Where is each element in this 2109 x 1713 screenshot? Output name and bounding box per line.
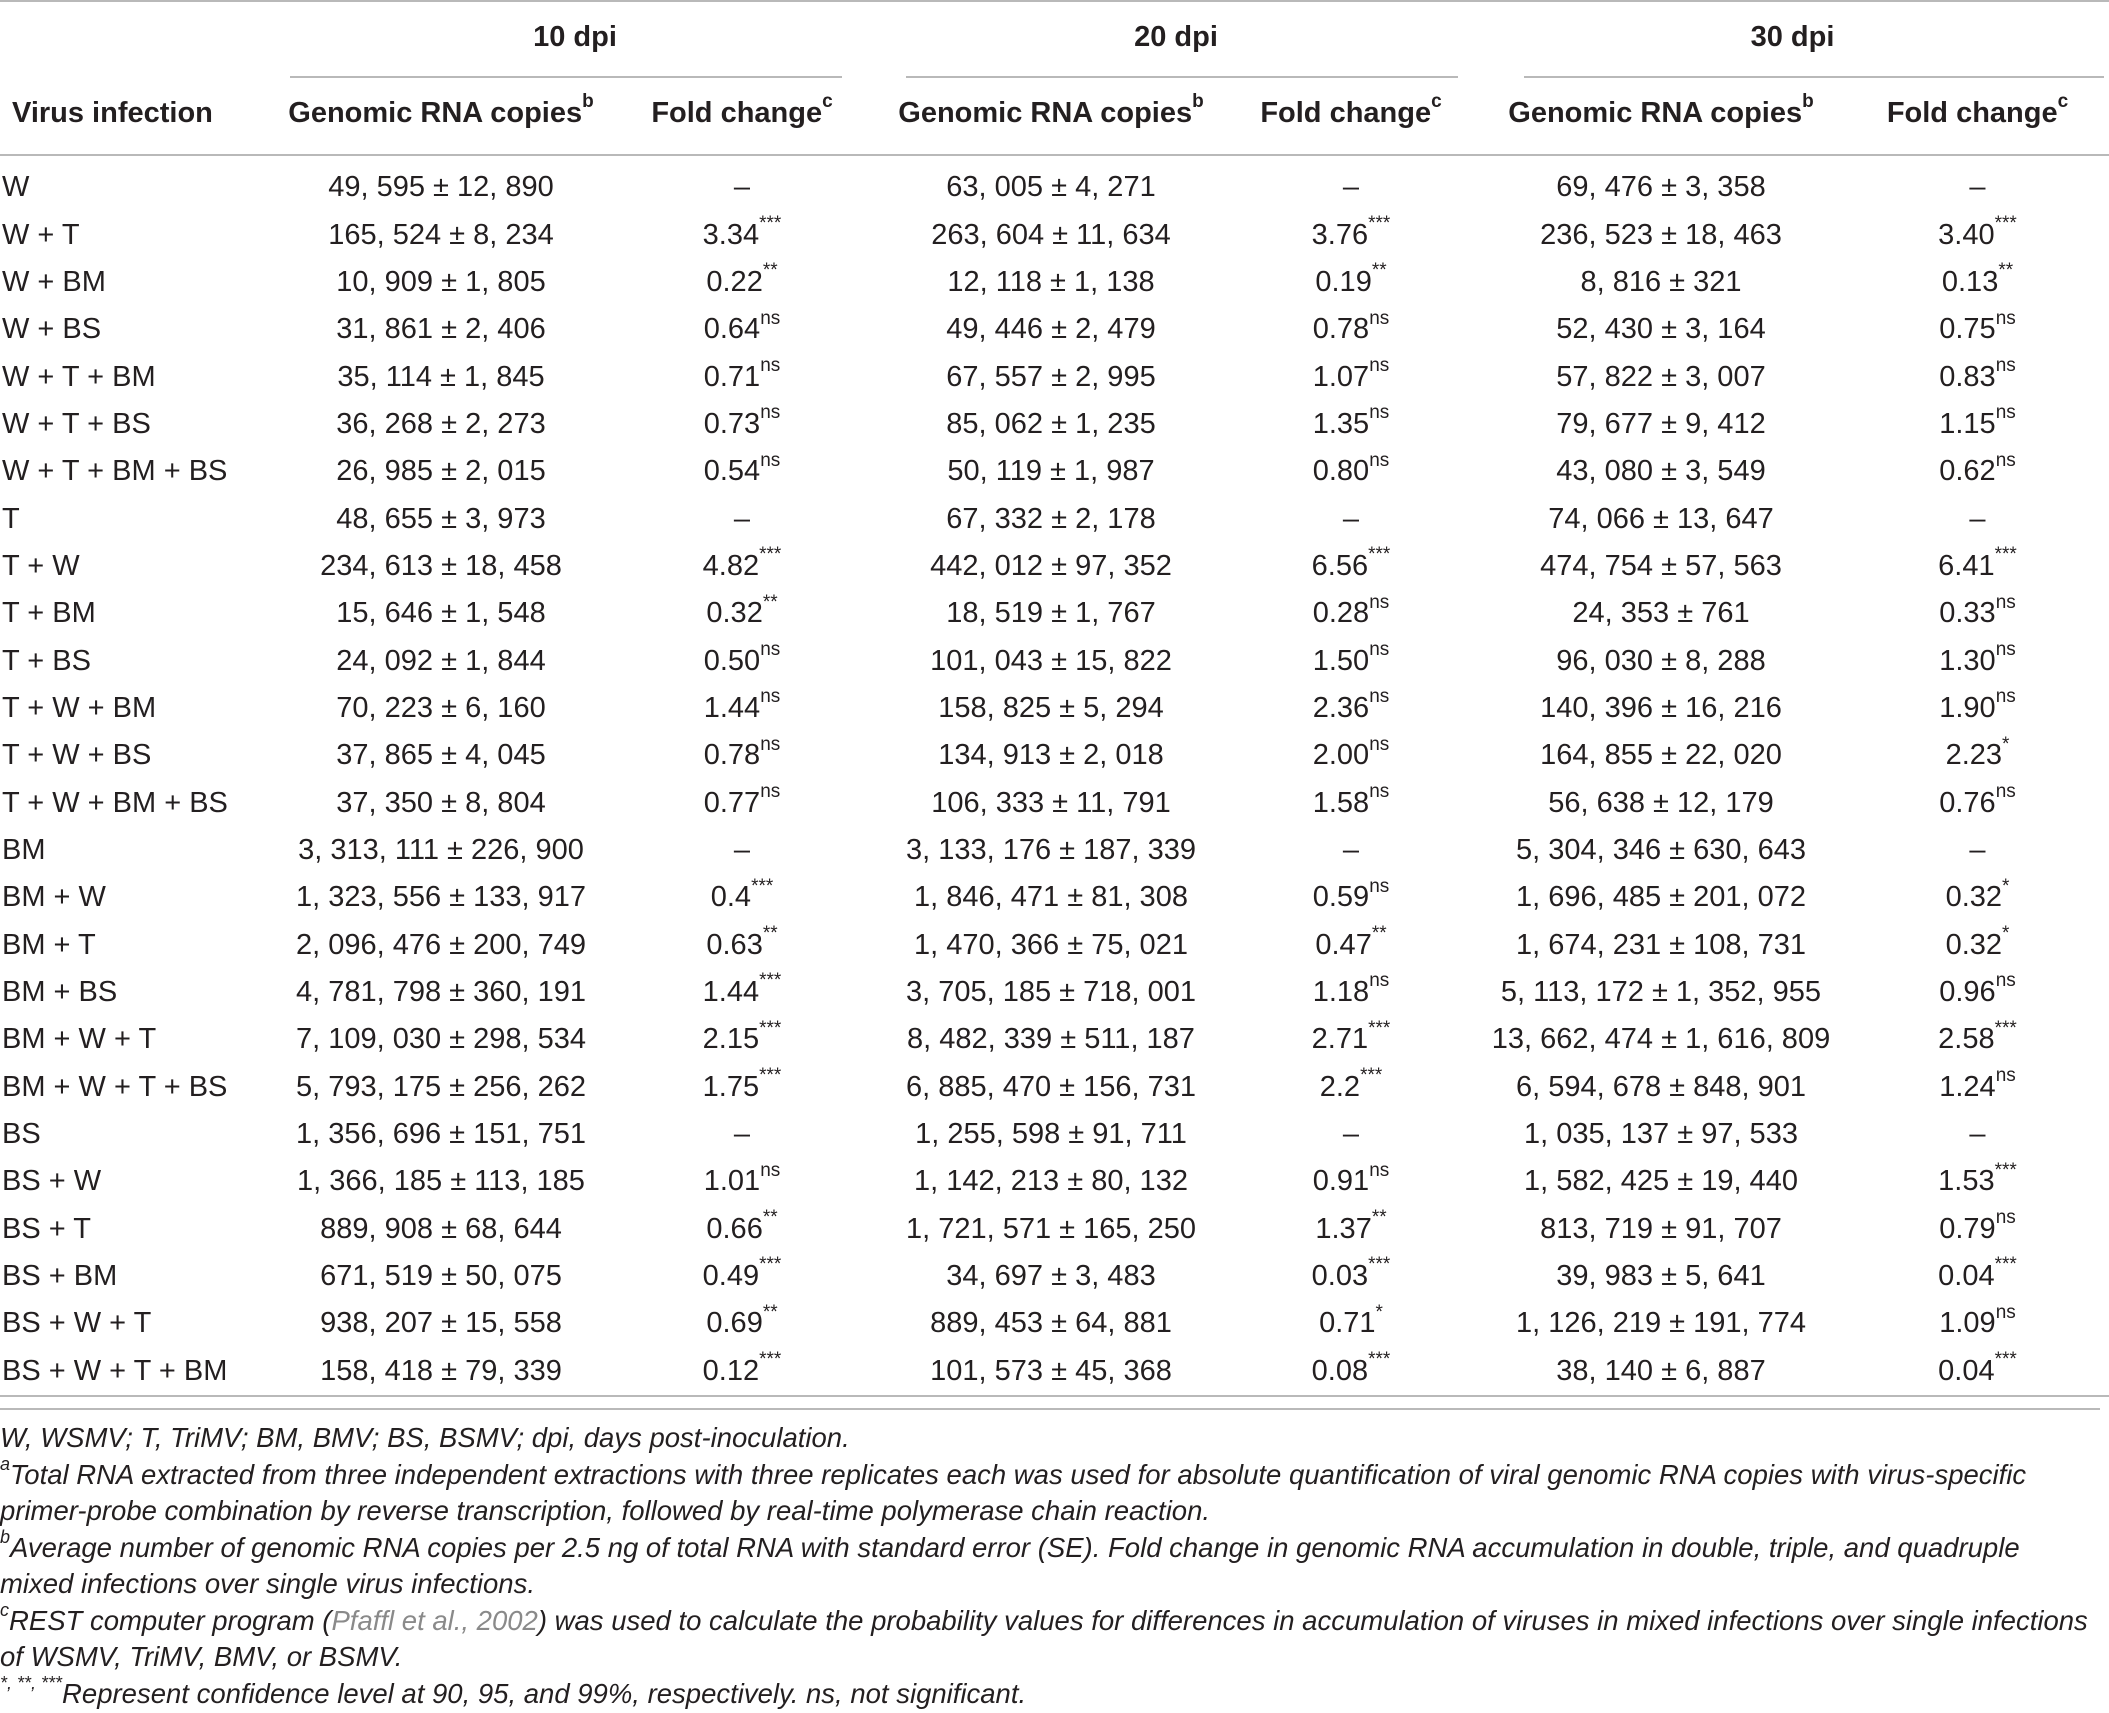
virus-infection-cell: T + BS xyxy=(2,644,91,677)
virus-infection-cell: W + T + BM xyxy=(2,360,156,393)
virus-infection-cell: W + T + BS xyxy=(2,407,151,440)
table-row xyxy=(0,779,2109,826)
significance-mark: *** xyxy=(759,212,782,234)
fold-change-10dpi: 0.32** xyxy=(706,591,778,630)
genomic-copies-20dpi: 134, 913 ± 2, 018 xyxy=(938,739,1164,772)
fold-change-10dpi: 0.4*** xyxy=(710,875,774,914)
significance-mark: ns xyxy=(1369,307,1390,329)
significance-mark: ns xyxy=(1995,449,2016,471)
table-row xyxy=(0,155,2109,211)
virus-infection-cell: T + BM xyxy=(2,597,96,630)
significance-mark: ns xyxy=(1995,1065,2016,1087)
fold-change-10dpi: $0.64^{ns}$ xyxy=(703,307,781,346)
significance-mark: ns xyxy=(1369,591,1390,613)
virus-infection-cell: BM xyxy=(2,833,46,866)
fold-change-10dpi: $0.73^{ns}$ xyxy=(703,402,781,440)
genomic-copies-10dpi: 70, 223 ± 6, 160 xyxy=(336,691,546,724)
fold-change-20dpi: 0.08*** xyxy=(1311,1349,1391,1387)
fold-change-10dpi: 0.63** xyxy=(706,923,778,961)
fold-change-20dpi: 0.19** xyxy=(1315,260,1387,298)
table-body xyxy=(0,155,2109,1396)
table-row xyxy=(0,732,2109,779)
fold-change-20dpi: 6.56*** xyxy=(1311,544,1391,582)
genomic-copies-30dpi: 164, 855 ± 22, 020 xyxy=(1540,739,1782,772)
group-header-10dpi: 10 dpi xyxy=(533,20,617,53)
group-header-row xyxy=(0,1,2109,72)
genomic-copies-10dpi: 37, 865 ± 4, 045 xyxy=(336,739,546,772)
fold-change-20dpi: 1.37** xyxy=(1315,1207,1387,1245)
table-row xyxy=(0,1111,2109,1158)
genomic-copies-20dpi: 67, 557 ± 2, 995 xyxy=(946,360,1156,393)
genomic-copies-10dpi: 49, 595 ± 12, 890 xyxy=(328,171,554,204)
significance-mark: ** xyxy=(1371,923,1387,945)
genomic-copies-20dpi: 1, 721, 571 ± 165, 250 xyxy=(905,1212,1197,1245)
fold-change-20dpi: 0.47** xyxy=(1315,923,1387,961)
genomic-copies-20dpi: 158, 825 ± 5, 294 xyxy=(938,691,1164,724)
table-row xyxy=(0,353,2109,400)
genomic-copies-30dpi: 24, 353 ± 761 xyxy=(1572,597,1750,630)
genomic-copies-30dpi: 1, 582, 425 ± 19, 440 xyxy=(1524,1165,1798,1198)
genomic-copies-20dpi: 3, 705, 185 ± 718, 001 xyxy=(905,976,1197,1009)
table-row xyxy=(0,874,2109,921)
fold-change-20dpi: – xyxy=(1342,1118,1360,1151)
genomic-copies-20dpi: 63, 005 ± 4, 271 xyxy=(946,171,1156,204)
virus-infection-cell: T + W + BM + BS xyxy=(2,786,228,819)
genomic-copies-20dpi: 106, 333 ± 11, 791 xyxy=(931,786,1171,819)
table-footnotes xyxy=(0,1408,2100,1713)
fold-change-20dpi: $0.28^{ns}$ xyxy=(1312,591,1390,630)
significance-mark: ns xyxy=(1369,686,1390,708)
fold-change-10dpi: 0.69** xyxy=(706,1301,778,1340)
virus-infection-cell: T + W xyxy=(2,549,80,582)
significance-mark: *** xyxy=(1368,1254,1391,1276)
significance-mark: ns xyxy=(1995,591,2016,613)
fold-change-20dpi: $2.36^{ns}$ xyxy=(1312,686,1390,724)
table-row xyxy=(0,1348,2109,1396)
genomic-copies-10dpi: 36, 268 ± 2, 273 xyxy=(336,407,546,440)
virus-infection-cell: BM + T xyxy=(2,928,96,961)
genomic-copies-20dpi: 50, 119 ± 1, 987 xyxy=(947,455,1155,488)
genomic-copies-30dpi: 57, 822 ± 3, 007 xyxy=(1556,360,1766,393)
significance-mark: ns xyxy=(760,733,781,755)
genomic-copies-20dpi: 263, 604 ± 11, 634 xyxy=(931,218,1171,251)
genomic-copies-10dpi: 7, 109, 030 ± 298, 534 xyxy=(295,1023,587,1056)
fold-change-10dpi: $1.44^{ns}$ xyxy=(703,686,781,724)
genomic-copies-30dpi: 8, 816 ± 321 xyxy=(1580,265,1742,298)
fold-change-10dpi: – xyxy=(733,1118,751,1151)
significance-mark: *** xyxy=(1994,544,2017,566)
virus-infection-cell: T + W + BM xyxy=(2,691,157,724)
significance-mark: ns xyxy=(760,449,781,471)
significance-mark: ns xyxy=(760,686,781,708)
genomic-copies-10dpi: 158, 418 ± 79, 339 xyxy=(320,1354,562,1387)
fold-change-30dpi: 3.40*** xyxy=(1938,212,2017,251)
fold-change-10dpi: 0.22** xyxy=(706,260,778,298)
virus-infection-cell: BS + W + T + BM xyxy=(2,1354,228,1387)
virus-infection-cell: T xyxy=(2,502,20,535)
group-rule-10dpi xyxy=(290,76,842,78)
header-genomic-20: Genomic RNA copies$^b$ xyxy=(898,90,1204,129)
table-row xyxy=(0,211,2109,258)
genomic-copies-10dpi: 234, 613 ± 18, 458 xyxy=(320,549,562,582)
significance-mark: * xyxy=(2002,733,2010,755)
genomic-copies-30dpi: 13, 662, 474 ± 1, 616, 809 xyxy=(1491,1023,1831,1056)
significance-mark: *** xyxy=(759,544,782,566)
genomic-copies-10dpi: 24, 092 ± 1, 844 xyxy=(336,644,546,677)
virus-infection-cell: W + BM xyxy=(2,265,106,298)
genomic-copies-30dpi: 6, 594, 678 ± 848, 901 xyxy=(1515,1070,1807,1103)
fold-change-20dpi: $1.58^{ns}$ xyxy=(1312,780,1390,819)
footnote-c: $^c$REST computer program (Pfaffl et al., 2002) was used to calculate the probability values for differences in accumulation of viruses in mixed infections over single infections of WSMV, TriMV, BMV, or BSMV. xyxy=(0,1599,2088,1672)
genomic-copies-20dpi: 1, 255, 598 ± 91, 711 xyxy=(915,1118,1187,1151)
significance-mark: ns xyxy=(760,354,781,376)
fold-change-20dpi: – xyxy=(1342,502,1360,535)
table-row xyxy=(0,1016,2109,1063)
significance-mark: ns xyxy=(1369,733,1390,755)
genomic-copies-20dpi: 67, 332 ± 2, 178 xyxy=(946,502,1156,535)
virus-infection-cell: BM + W + T xyxy=(2,1023,157,1056)
significance-mark: ** xyxy=(762,260,778,282)
significance-mark: *** xyxy=(759,1017,782,1039)
fold-change-30dpi: 2.23* xyxy=(1945,733,2010,772)
fold-change-30dpi: – xyxy=(1969,1118,1986,1151)
genomic-copies-10dpi: 2, 096, 476 ± 200, 749 xyxy=(295,928,587,961)
table-row xyxy=(0,543,2109,590)
fold-change-20dpi: $0.78^{ns}$ xyxy=(1312,307,1390,346)
fold-change-10dpi: 4.82*** xyxy=(702,544,782,582)
genomic-copies-30dpi: 1, 035, 137 ± 97, 533 xyxy=(1524,1118,1798,1151)
genomic-copies-10dpi: 1, 323, 556 ± 133, 917 xyxy=(295,881,587,914)
genomic-copies-10dpi: 4, 781, 798 ± 360, 191 xyxy=(295,976,587,1009)
fold-change-20dpi: 0.71* xyxy=(1319,1301,1383,1340)
table-row xyxy=(0,827,2109,874)
genomic-copies-10dpi: 889, 908 ± 68, 644 xyxy=(320,1212,562,1245)
significance-mark: *** xyxy=(759,1349,782,1371)
fold-change-30dpi: 1.53*** xyxy=(1938,1159,2017,1198)
significance-mark: ns xyxy=(760,402,781,424)
significance-mark: *** xyxy=(1368,544,1391,566)
significance-mark: ns xyxy=(1369,970,1390,992)
genomic-copies-20dpi: 34, 697 ± 3, 483 xyxy=(946,1260,1156,1293)
fold-change-30dpi: $0.75^{ns}$ xyxy=(1939,307,2016,346)
genomic-copies-30dpi: 5, 113, 172 ± 1, 352, 955 xyxy=(1500,976,1822,1009)
genomic-copies-30dpi: 236, 523 ± 18, 463 xyxy=(1540,218,1782,251)
significance-mark: ns xyxy=(1995,780,2016,802)
significance-mark: ns xyxy=(1995,1207,2016,1229)
fold-change-30dpi: $1.09^{ns}$ xyxy=(1939,1301,2016,1340)
fold-change-10dpi: 2.15*** xyxy=(702,1017,782,1056)
fold-change-10dpi: 0.49*** xyxy=(702,1254,782,1293)
genomic-copies-10dpi: 35, 114 ± 1, 845 xyxy=(337,360,545,393)
significance-mark: ns xyxy=(1369,354,1390,376)
genomic-copies-30dpi: 79, 677 ± 9, 412 xyxy=(1556,407,1766,440)
significance-mark: ** xyxy=(762,923,778,945)
genomic-copies-10dpi: 938, 207 ± 15, 558 xyxy=(320,1307,562,1340)
fold-change-30dpi: $0.33^{ns}$ xyxy=(1939,591,2016,630)
genomic-copies-20dpi: 85, 062 ± 1, 235 xyxy=(946,407,1156,440)
genomic-copies-30dpi: 1, 696, 485 ± 201, 072 xyxy=(1515,881,1807,914)
significance-mark: ** xyxy=(1371,1207,1387,1229)
significance-mark: * xyxy=(1375,1301,1383,1323)
significance-mark: *** xyxy=(759,1065,782,1087)
significance-mark: *** xyxy=(1368,1349,1391,1371)
fold-change-30dpi: $1.90^{ns}$ xyxy=(1939,686,2016,724)
fold-change-30dpi: – xyxy=(1969,502,1986,535)
fold-change-10dpi: 0.12*** xyxy=(702,1349,782,1387)
virus-infection-cell: BM + W + T + BS xyxy=(2,1070,228,1103)
significance-mark: ns xyxy=(1369,638,1390,660)
table-row xyxy=(0,637,2109,684)
significance-mark: ** xyxy=(1371,260,1387,282)
significance-mark: *** xyxy=(1368,212,1391,234)
fold-change-30dpi: 0.32* xyxy=(1945,923,2010,961)
table-row xyxy=(0,401,2109,448)
genomic-copies-10dpi: 1, 356, 696 ± 151, 751 xyxy=(295,1118,587,1151)
fold-change-10dpi: $1.01^{ns}$ xyxy=(703,1159,781,1198)
significance-mark: ns xyxy=(1995,970,2016,992)
genomic-copies-30dpi: 38, 140 ± 6, 887 xyxy=(1556,1354,1766,1387)
significance-mark: *** xyxy=(759,970,782,992)
virus-infection-cell: BS + W + T xyxy=(2,1307,152,1340)
fold-change-30dpi: $0.79^{ns}$ xyxy=(1939,1207,2016,1245)
fold-change-20dpi: – xyxy=(1342,833,1360,866)
fold-change-30dpi: 0.32* xyxy=(1945,875,2010,914)
genomic-copies-20dpi: 12, 118 ± 1, 138 xyxy=(947,265,1155,298)
virus-infection-cell: BM + W xyxy=(2,881,106,914)
fold-change-20dpi: $1.07^{ns}$ xyxy=(1312,354,1390,393)
fold-change-20dpi: 2.2*** xyxy=(1319,1065,1383,1103)
genomic-copies-30dpi: 1, 126, 219 ± 191, 774 xyxy=(1515,1307,1807,1340)
fold-change-20dpi: $0.59^{ns}$ xyxy=(1312,875,1390,914)
fold-change-30dpi: 0.13** xyxy=(1941,260,2014,298)
fold-change-20dpi: $1.50^{ns}$ xyxy=(1312,638,1390,677)
fold-change-10dpi: $0.71^{ns}$ xyxy=(703,354,781,393)
significance-mark: ** xyxy=(762,1207,778,1229)
citation-link[interactable]: Pfaffl et al., 2002 xyxy=(331,1605,538,1636)
fold-change-30dpi: $0.62^{ns}$ xyxy=(1939,449,2016,488)
fold-change-30dpi: – xyxy=(1969,833,1986,866)
footnote-significance: *, **, ***Represent confidence level at 90, 95, and 99%, respectively. ns, not significant. xyxy=(0,1672,1027,1709)
fold-change-30dpi: 2.58*** xyxy=(1938,1017,2017,1056)
genomic-copies-10dpi: 671, 519 ± 50, 075 xyxy=(320,1260,562,1293)
column-header-row xyxy=(0,72,2109,155)
genomic-copies-10dpi: 48, 655 ± 3, 973 xyxy=(336,502,546,535)
virus-infection-cell: BM + BS xyxy=(2,976,118,1009)
fold-change-10dpi: – xyxy=(733,833,751,866)
table-row xyxy=(0,1253,2109,1300)
fold-change-30dpi: $0.83^{ns}$ xyxy=(1939,354,2016,393)
genomic-copies-20dpi: 18, 519 ± 1, 767 xyxy=(946,597,1156,630)
table-row xyxy=(0,685,2109,732)
fold-change-10dpi: $0.78^{ns}$ xyxy=(703,733,781,772)
significance-mark: *** xyxy=(751,875,774,897)
fold-change-20dpi: $1.35^{ns}$ xyxy=(1312,402,1390,440)
significance-mark: ns xyxy=(760,1159,781,1181)
significance-mark: ns xyxy=(760,780,781,802)
genomic-copies-10dpi: 165, 524 ± 8, 234 xyxy=(328,218,554,251)
significance-mark: ns xyxy=(760,307,781,329)
fold-change-30dpi: $1.15^{ns}$ xyxy=(1939,402,2016,440)
fold-change-10dpi: 1.75*** xyxy=(702,1065,782,1103)
fold-change-10dpi: $0.77^{ns}$ xyxy=(703,780,781,819)
table-row xyxy=(0,448,2109,495)
significance-mark: ** xyxy=(762,1301,778,1323)
genomic-copies-20dpi: 1, 470, 366 ± 75, 021 xyxy=(914,928,1188,961)
significance-mark: *** xyxy=(1994,1159,2017,1181)
group-rule-30dpi xyxy=(1524,76,2104,78)
genomic-copies-20dpi: 6, 885, 470 ± 156, 731 xyxy=(905,1070,1197,1103)
genomic-copies-20dpi: 442, 012 ± 97, 352 xyxy=(930,549,1172,582)
header-genomic-10: Genomic RNA copies$^b$ xyxy=(288,90,594,129)
genomic-copies-30dpi: 5, 304, 346 ± 630, 643 xyxy=(1515,833,1807,866)
fold-change-10dpi: 1.44*** xyxy=(702,970,782,1009)
virus-infection-cell: W + BS xyxy=(2,313,102,346)
genomic-copies-10dpi: 1, 366, 185 ± 113, 185 xyxy=(297,1165,585,1198)
footnote-b: $^b$Average number of genomic RNA copies per 2.5 ng of total RNA with standard error (SE). Fold change in genomic RNA accumulation in double, triple, and quadruple mixed infections over single virus infections. xyxy=(0,1526,2020,1599)
significance-mark: ns xyxy=(1995,638,2016,660)
fold-change-30dpi: 0.04*** xyxy=(1938,1254,2017,1293)
genomic-copies-20dpi: 101, 043 ± 15, 822 xyxy=(930,644,1172,677)
virus-infection-cell: T + W + BS xyxy=(2,739,152,772)
significance-mark: ns xyxy=(1995,354,2016,376)
group-header-30dpi: 30 dpi xyxy=(1750,20,1835,53)
significance-mark: ns xyxy=(1995,402,2016,424)
genomic-copies-10dpi: 15, 646 ± 1, 548 xyxy=(336,597,546,630)
significance-mark: ns xyxy=(1995,1301,2016,1323)
genomic-copies-30dpi: 74, 066 ± 13, 647 xyxy=(1548,502,1774,535)
significance-mark: ns xyxy=(1369,402,1390,424)
table-row xyxy=(0,969,2109,1016)
significance-mark: *** xyxy=(1360,1065,1383,1087)
significance-mark: *** xyxy=(1368,1017,1391,1039)
significance-mark: ns xyxy=(1369,875,1390,897)
genomic-copies-20dpi: 3, 133, 176 ± 187, 339 xyxy=(905,833,1197,866)
fold-change-30dpi: $1.30^{ns}$ xyxy=(1939,638,2016,677)
header-fold-10: Fold change$^c$ xyxy=(651,90,833,129)
genomic-copies-20dpi: 1, 846, 471 ± 81, 308 xyxy=(914,881,1188,914)
fold-change-20dpi: $2.00^{ns}$ xyxy=(1312,733,1390,772)
fold-change-10dpi: 3.34*** xyxy=(702,212,782,251)
genomic-copies-20dpi: 49, 446 ± 2, 479 xyxy=(946,313,1156,346)
group-header-20dpi: 20 dpi xyxy=(1134,20,1218,53)
fold-change-10dpi: – xyxy=(733,502,751,535)
genomic-copies-30dpi: 140, 396 ± 16, 216 xyxy=(1540,691,1782,724)
header-fold-20: Fold change$^c$ xyxy=(1260,90,1442,129)
genomic-copies-30dpi: 43, 080 ± 3, 549 xyxy=(1556,455,1766,488)
genomic-copies-20dpi: 889, 453 ± 64, 881 xyxy=(930,1307,1172,1340)
header-fold-30: Fold change$^c$ xyxy=(1886,90,2069,129)
virus-infection-cell: BS xyxy=(2,1118,41,1151)
footnote-a: $^a$Total RNA extracted from three independent extractions with three replicates each was used for absolute quantification of viral genomic RNA copies with virus-specific primer-probe combination by reverse transcription, followed by real-time polymerase chain reaction. xyxy=(0,1453,2027,1526)
fold-change-20dpi: $0.80^{ns}$ xyxy=(1312,449,1390,488)
significance-mark: *** xyxy=(1994,212,2017,234)
table-row xyxy=(0,1300,2109,1347)
genomic-copies-30dpi: 39, 983 ± 5, 641 xyxy=(1556,1260,1766,1293)
significance-mark: *** xyxy=(1994,1349,2017,1371)
table-row xyxy=(0,922,2109,969)
genomic-copies-30dpi: 69, 476 ± 3, 358 xyxy=(1556,171,1766,204)
fold-change-20dpi: $0.91^{ns}$ xyxy=(1312,1159,1390,1198)
fold-change-10dpi: – xyxy=(733,171,751,204)
significance-mark: ns xyxy=(760,638,781,660)
table-row xyxy=(0,495,2109,542)
significance-mark: ns xyxy=(1369,449,1390,471)
genomic-copies-30dpi: 1, 674, 231 ± 108, 731 xyxy=(1515,928,1807,961)
table-row xyxy=(0,1064,2109,1111)
fold-change-20dpi: 3.76*** xyxy=(1311,212,1391,251)
genomic-copies-10dpi: 31, 861 ± 2, 406 xyxy=(336,313,546,346)
genomic-copies-30dpi: 56, 638 ± 12, 179 xyxy=(1548,786,1774,819)
significance-mark: ** xyxy=(1998,260,2014,282)
footnote-abbreviations: W, WSMV; T, TriMV; BM, BMV; BS, BSMV; dpi, days post-inoculation. xyxy=(0,1422,850,1453)
genomic-copies-10dpi: 5, 793, 175 ± 256, 262 xyxy=(295,1070,587,1103)
significance-mark: * xyxy=(2002,875,2010,897)
genomic-copies-30dpi: 96, 030 ± 8, 288 xyxy=(1556,644,1766,677)
fold-change-20dpi: – xyxy=(1342,171,1360,204)
fold-change-20dpi: 0.03*** xyxy=(1311,1254,1391,1293)
virus-infection-cell: BS + W xyxy=(2,1165,102,1198)
fold-change-10dpi: $0.50^{ns}$ xyxy=(703,638,781,677)
virus-infection-cell: W xyxy=(2,171,30,204)
genomic-copies-30dpi: 52, 430 ± 3, 164 xyxy=(1556,313,1766,346)
significance-mark: ** xyxy=(762,591,778,613)
fold-change-30dpi: 0.04*** xyxy=(1938,1349,2017,1387)
genomic-copies-10dpi: 10, 909 ± 1, 805 xyxy=(336,265,546,298)
header-virus-infection: Virus infection xyxy=(12,96,213,129)
fold-change-10dpi: $0.54^{ns}$ xyxy=(703,449,781,488)
significance-mark: *** xyxy=(1994,1017,2017,1039)
fold-change-10dpi: 0.66** xyxy=(706,1207,778,1245)
fold-change-20dpi: $1.18^{ns}$ xyxy=(1312,970,1390,1009)
table-row xyxy=(0,1158,2109,1205)
virus-infection-cell: BS + T xyxy=(2,1212,91,1245)
fold-change-30dpi: 6.41*** xyxy=(1938,544,2017,582)
genomic-copies-10dpi: 26, 985 ± 2, 015 xyxy=(336,455,546,488)
fold-change-30dpi: $0.96^{ns}$ xyxy=(1939,970,2016,1009)
virus-infection-cell: BS + BM xyxy=(2,1260,118,1293)
genomic-copies-20dpi: 8, 482, 339 ± 511, 187 xyxy=(907,1023,1195,1056)
genomic-copies-20dpi: 1, 142, 213 ± 80, 132 xyxy=(914,1165,1188,1198)
genomic-copies-30dpi: 813, 719 ± 91, 707 xyxy=(1540,1212,1782,1245)
significance-mark: ns xyxy=(1369,1159,1390,1181)
significance-mark: ns xyxy=(1369,780,1390,802)
fold-change-30dpi: $0.76^{ns}$ xyxy=(1939,780,2016,819)
significance-mark: ns xyxy=(1995,686,2016,708)
significance-mark: *** xyxy=(759,1254,782,1276)
virus-infection-cell: W + T + BM + BS xyxy=(2,455,228,488)
genomic-copies-20dpi: 101, 573 ± 45, 368 xyxy=(930,1354,1172,1387)
table-row xyxy=(0,259,2109,306)
table-row xyxy=(0,306,2109,353)
table-row xyxy=(0,1206,2109,1253)
table-row xyxy=(0,590,2109,637)
header-genomic-30: Genomic RNA copies$^b$ xyxy=(1508,90,1814,129)
fold-change-30dpi: $1.24^{ns}$ xyxy=(1939,1065,2016,1103)
genomic-copies-30dpi: 474, 754 ± 57, 563 xyxy=(1540,549,1782,582)
significance-mark: * xyxy=(2002,923,2010,945)
fold-change-20dpi: 2.71*** xyxy=(1311,1017,1391,1056)
genomic-copies-10dpi: 3, 313, 111 ± 226, 900 xyxy=(298,833,584,866)
significance-mark: *** xyxy=(1994,1254,2017,1276)
genomic-copies-10dpi: 37, 350 ± 8, 804 xyxy=(336,786,546,819)
fold-change-30dpi: – xyxy=(1969,171,1986,204)
group-rule-20dpi xyxy=(906,76,1458,78)
virus-infection-cell: W + T xyxy=(2,218,80,251)
significance-mark: ns xyxy=(1995,307,2016,329)
